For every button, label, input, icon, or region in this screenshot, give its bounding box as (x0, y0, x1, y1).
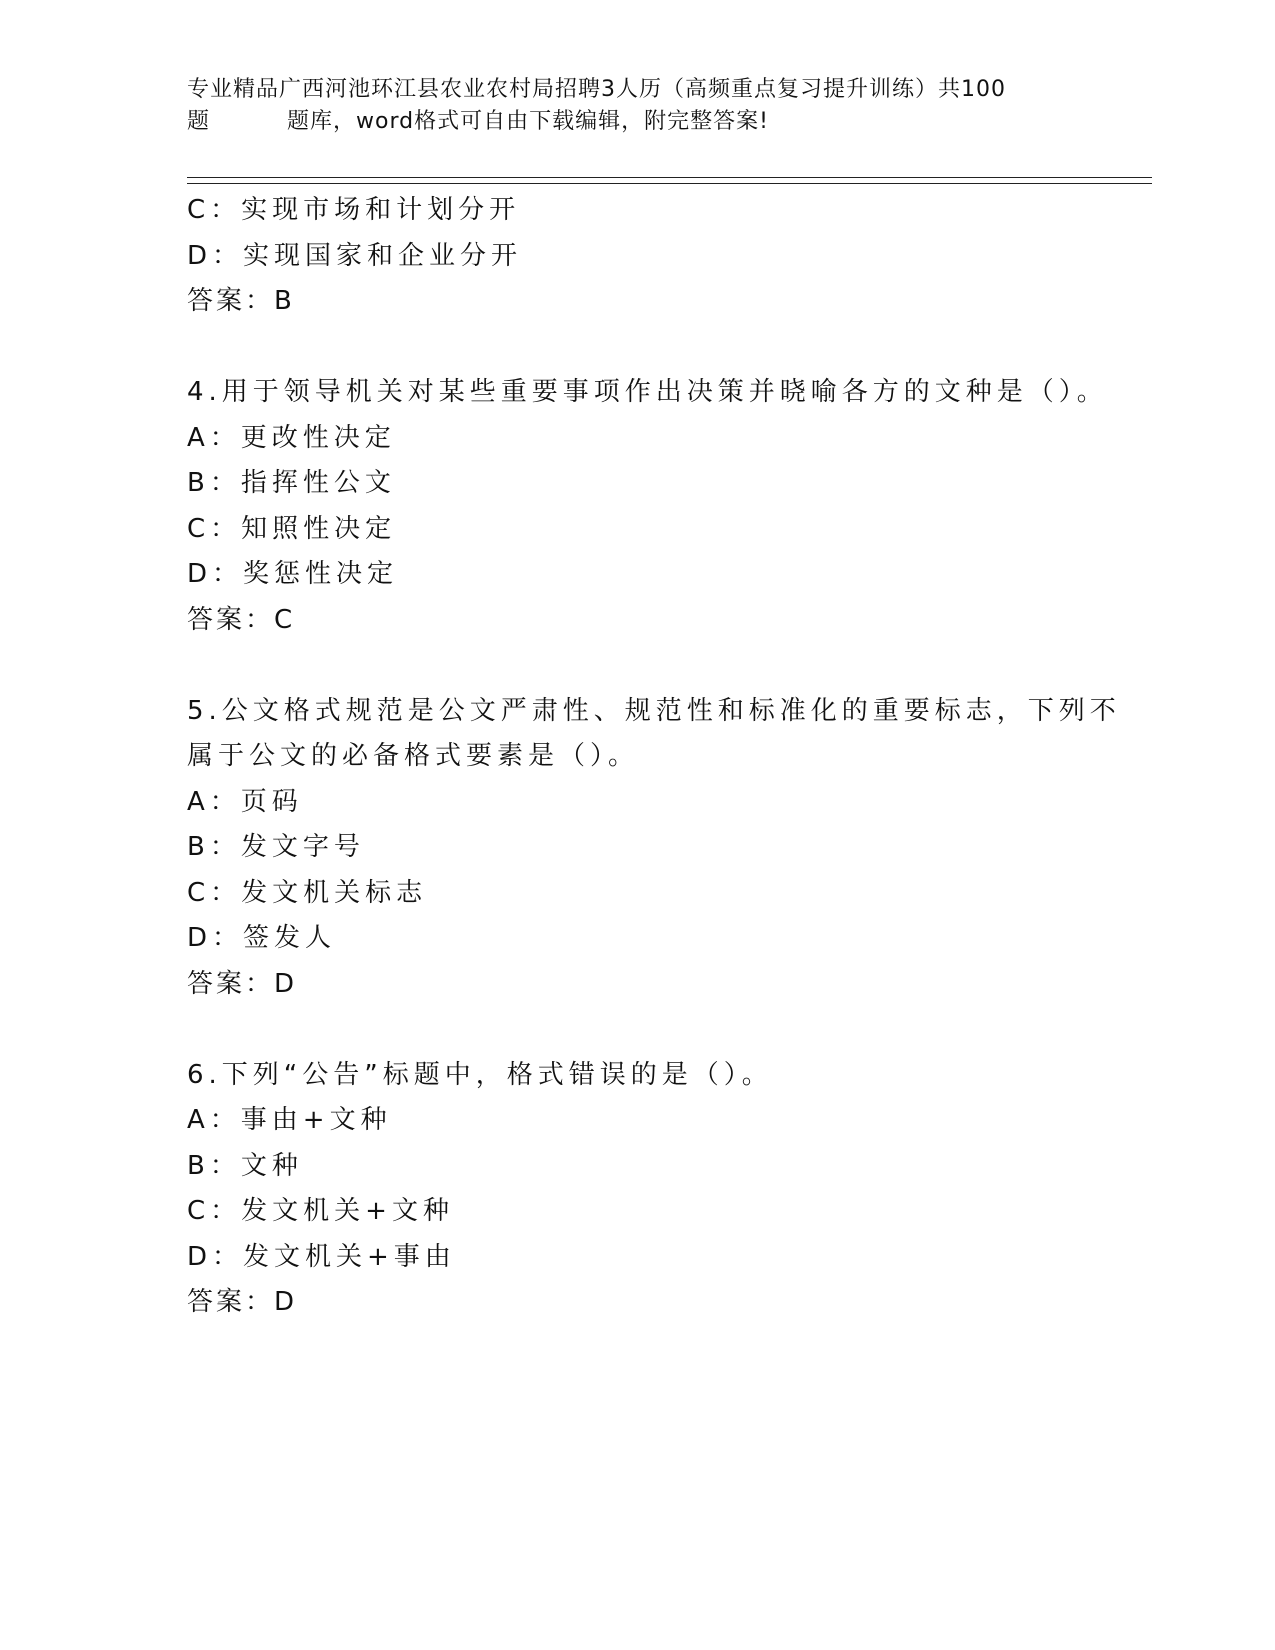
option-d: D：签发人 (187, 923, 337, 953)
question-spacer (187, 325, 1087, 371)
header-divider-top (187, 177, 1152, 178)
header-title-line2 (187, 106, 1087, 138)
question-stem: 4.用于领导机关对某些重要事项作出决策并晓喻各方的文种是（）。 (187, 377, 1108, 407)
option-d: D：实现国家和企业分开 (187, 240, 523, 271)
header-divider-bottom (187, 183, 1152, 184)
question-block (187, 1053, 1087, 1326)
option-b: B：发文字号 (187, 832, 365, 862)
document-header (187, 74, 1087, 138)
answer-line: 答案：B (187, 286, 295, 316)
option-a: A：事由+文种 (187, 1105, 392, 1135)
question-block (187, 370, 1108, 643)
answer-line: 答案：C (187, 604, 296, 635)
header-title-line1: 专业精品广西河池环江县农业农村局招聘3人历（高频重点复习提升训练）共100 (187, 77, 1006, 102)
option-c: C：发文机关+文种 (187, 1196, 454, 1226)
question-stem-continued: 属于公文的必备格式要素是（）。 (187, 741, 640, 771)
question-stem: 5.公文格式规范是公文严肃性、规范性和标准化的重要标志，下列不 (187, 695, 1121, 726)
question-block (187, 188, 1087, 325)
option-c: C：知照性决定 (187, 513, 397, 544)
question-list (187, 188, 1121, 1326)
option-d: D：奖惩性决定 (187, 559, 399, 589)
option-d: D：发文机关+事由 (187, 1241, 456, 1272)
option-c: C：实现市场和计划分开 (187, 195, 521, 225)
option-a: A：更改性决定 (187, 422, 396, 453)
option-b: B：指挥性公文 (187, 468, 396, 498)
question-block (187, 689, 1121, 1008)
header-title-line2-lead: 题 (187, 109, 211, 134)
option-a: A：页码 (187, 786, 303, 817)
question-spacer (187, 1007, 1087, 1053)
option-b: B：文种 (187, 1150, 303, 1181)
header-title-line2-rest: 题库，word格式可自由下载编辑，附完整答案! (287, 109, 769, 134)
question-spacer (187, 643, 1087, 689)
question-stem: 6.下列“公告”标题中，格式错误的是（）。 (187, 1059, 773, 1090)
answer-line: 答案：D (187, 968, 298, 999)
answer-line: 答案：D (187, 1287, 298, 1317)
option-c: C：发文机关标志 (187, 877, 428, 908)
